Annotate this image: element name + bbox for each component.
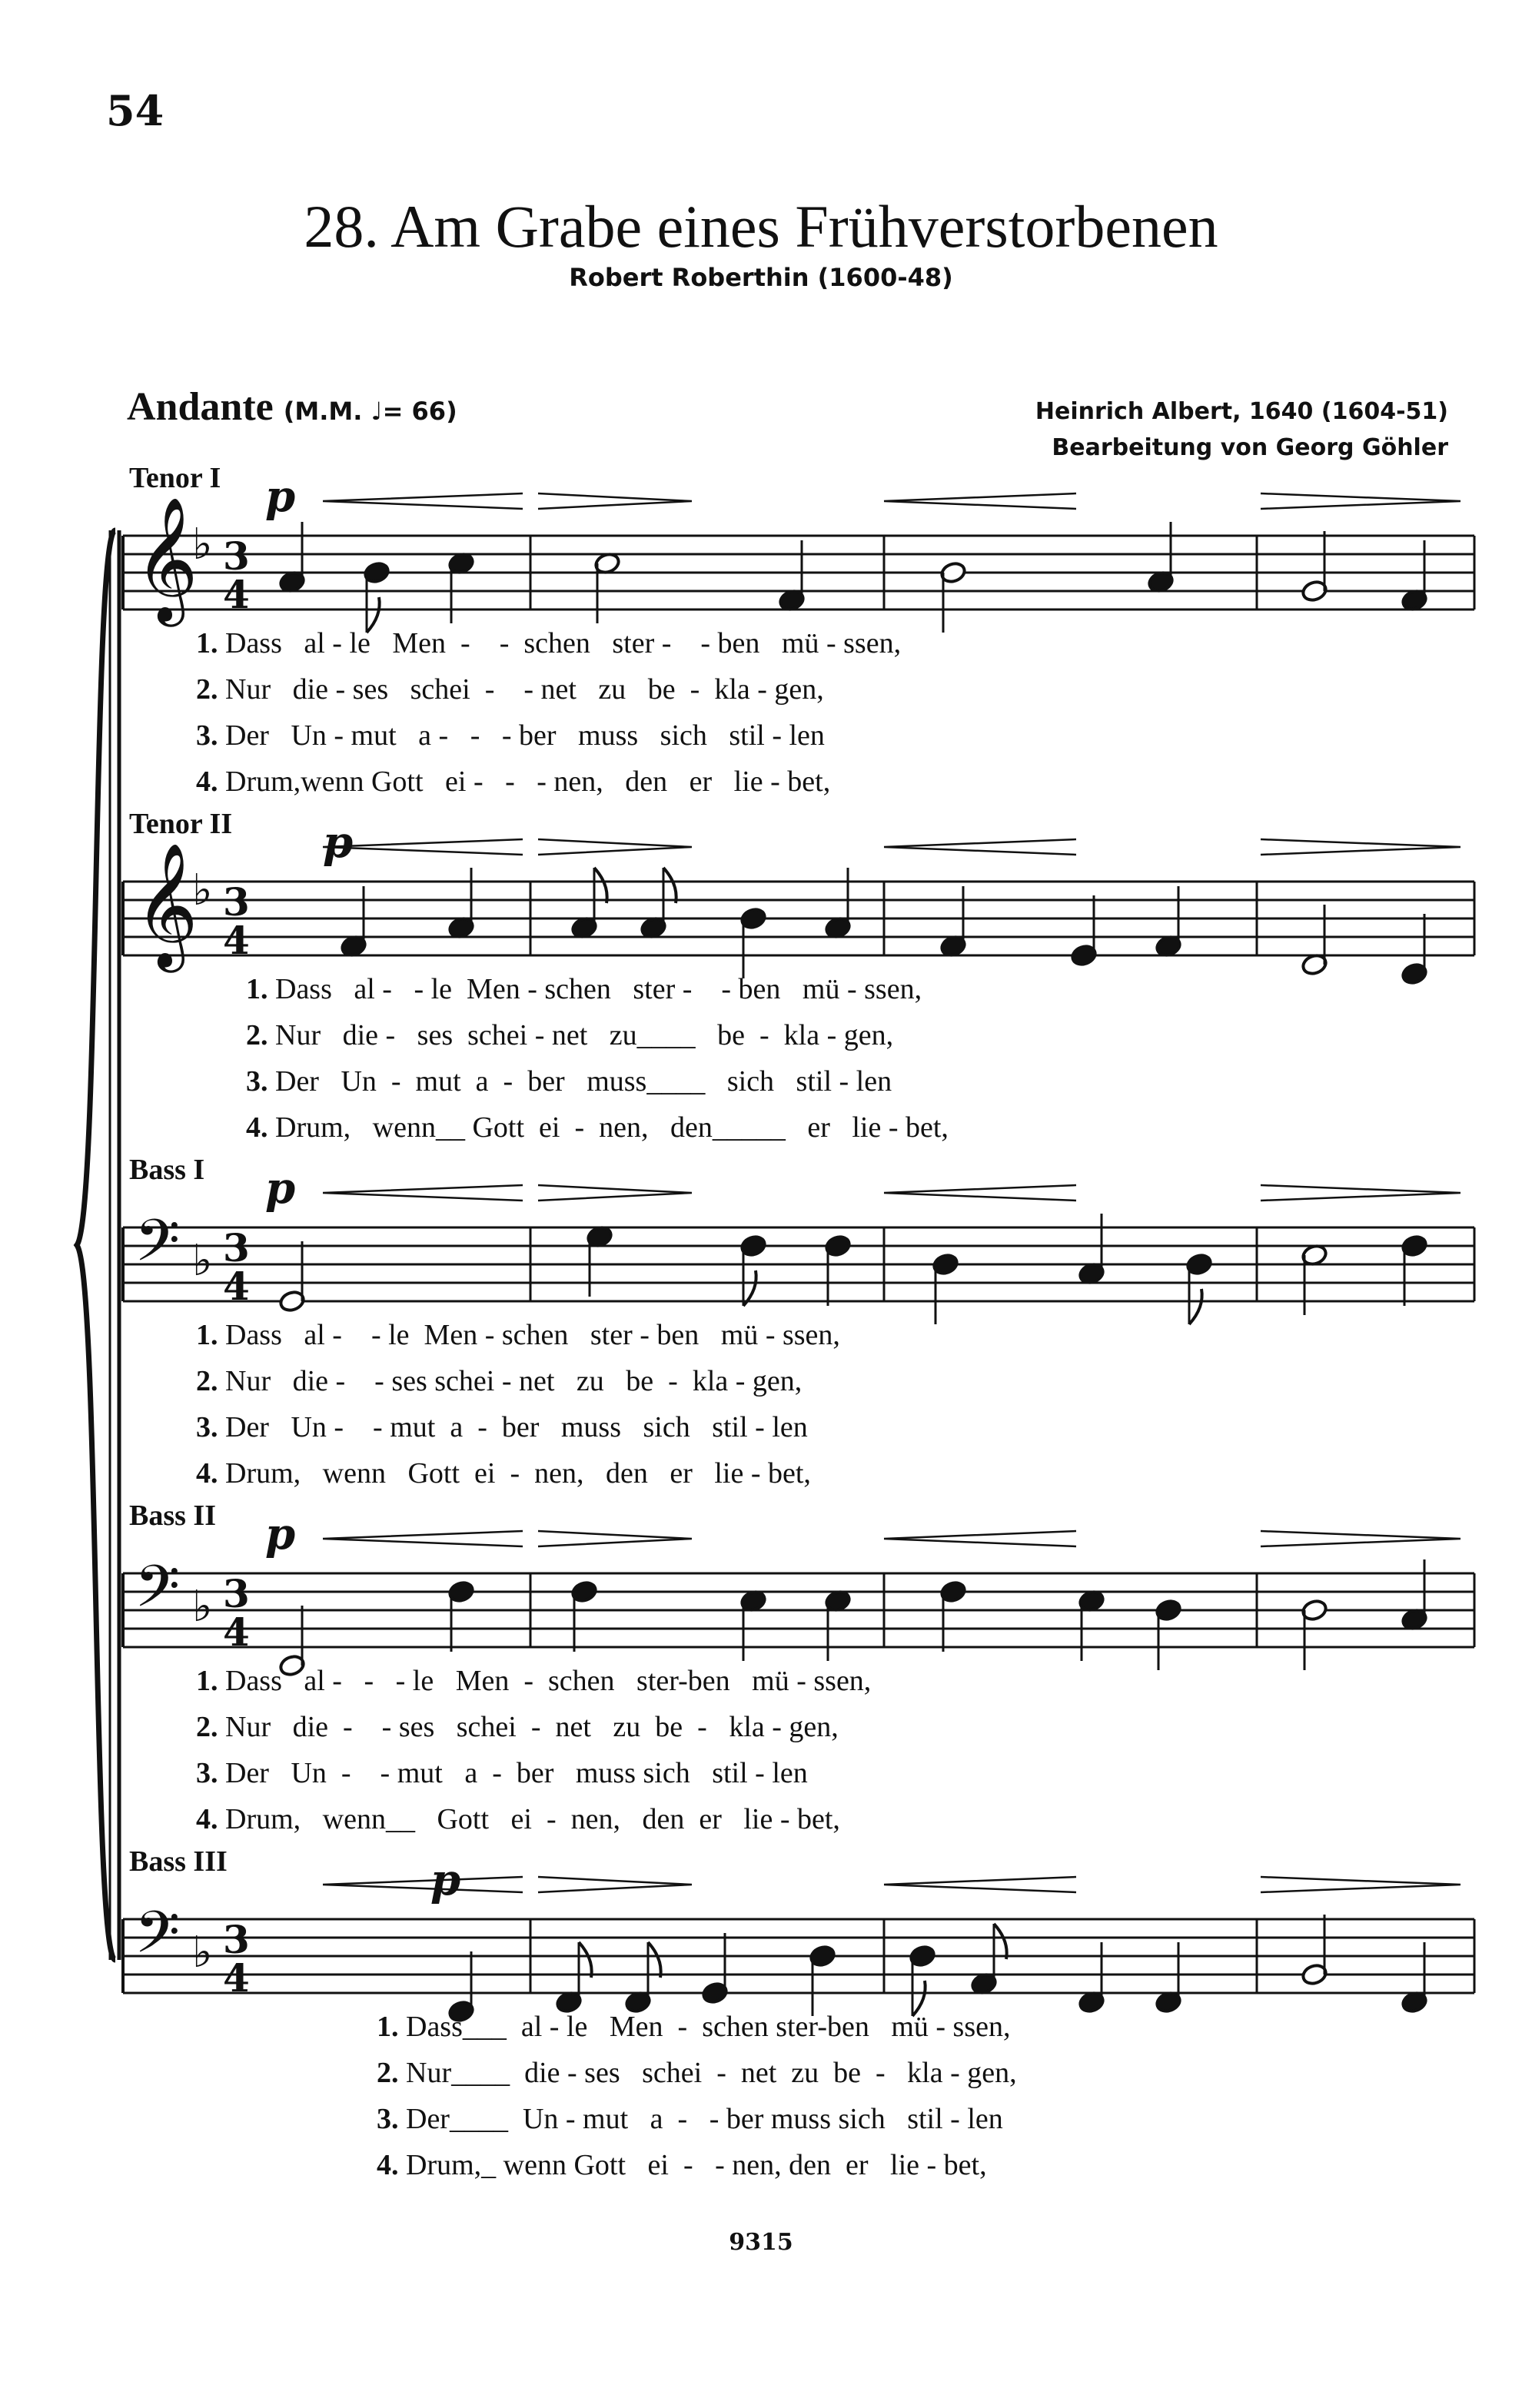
lyric-line	[196, 1664, 871, 1698]
lyric-text: Nur die - ses schei - net zu____ be - kla - gen,	[275, 1019, 894, 1051]
lyric-text: Der Un - mut a - - - ber muss sich stil - len	[225, 719, 825, 752]
lyric-text: Nur____ die - ses schei - net zu be - kla - gen,	[406, 2057, 1017, 2089]
verse-number: 2.	[246, 1019, 268, 1051]
time-signature-bottom: 4	[223, 918, 250, 963]
lyric-text: Drum,_ wenn Gott ei - - nen, den er lie - bet,	[406, 2149, 987, 2181]
verse-number: 1.	[196, 1319, 218, 1351]
lyric-line	[196, 1318, 840, 1352]
lyric-text: Dass al - - le Men - schen ster - ben mü - ssen,	[225, 1319, 840, 1351]
lyric-line	[196, 1802, 840, 1836]
lyric-text: Drum, wenn__ Gott ei - nen, den_____ er lie - bet,	[275, 1111, 949, 1144]
verse-number: 2.	[377, 2057, 399, 2089]
lyric-line	[377, 2010, 1011, 2044]
treble-clef-icon: 𝄞	[135, 842, 198, 968]
verse-number: 1.	[196, 1665, 218, 1697]
metronome-mark: (M.M. ♩= 66)	[283, 397, 457, 426]
lyric-text: Dass___ al - le Men - schen ster-ben mü - ssen,	[406, 2011, 1011, 2043]
lyric-text: Dass al - - le Men - schen ster - - ben mü - ssen,	[275, 973, 922, 1005]
lyric-text: Nur die - - ses schei - net zu be - kla - gen,	[225, 1711, 839, 1743]
staff-3	[123, 1163, 1474, 1324]
bass-clef-icon: 𝄢	[135, 1553, 181, 1635]
lyric-line	[196, 1456, 811, 1490]
lyric-line	[246, 1111, 949, 1144]
lyric-text: Drum, wenn Gott ei - nen, den er lie - bet,	[225, 1457, 811, 1490]
lyric-line	[196, 1756, 808, 1790]
voice-label: Tenor I	[129, 462, 221, 494]
flat-icon: ♭	[192, 520, 213, 570]
lyric-text: Dass al - le Men - - schen ster - - ben mü - ssen,	[225, 627, 902, 659]
lyric-line	[246, 972, 922, 1006]
verse-number: 3.	[377, 2103, 399, 2135]
lyric-line	[196, 1410, 808, 1444]
bass-clef-icon: 𝄢	[135, 1898, 181, 1981]
lyric-text: Dass al - - - le Men - schen ster-ben mü - ssen,	[225, 1665, 872, 1697]
lyric-text: Nur die - - ses schei - net zu be - kla - gen,	[225, 1365, 803, 1397]
time-signature-top: 3	[223, 533, 250, 579]
verse-number: 2.	[196, 1365, 218, 1397]
time-signature-top: 3	[223, 1225, 250, 1270]
staff-4	[123, 1509, 1474, 1677]
verse-number: 1.	[246, 973, 268, 1005]
lyric-line	[377, 2056, 1017, 2090]
verse-number: 4.	[246, 1111, 268, 1144]
song-title: 28. Am Grabe eines Frühverstorbenen	[304, 193, 1218, 260]
lyric-line	[377, 2102, 1003, 2136]
lyric-text: Drum, wenn__ Gott ei - nen, den er lie - bet,	[225, 1803, 840, 1835]
verse-number: 4.	[196, 1457, 218, 1490]
staff-2	[123, 817, 1474, 985]
lyric-text: Nur die - ses schei - - net zu be - kla - gen,	[225, 673, 824, 706]
lyric-line	[196, 1710, 839, 1744]
lyric-text: Der____ Un - mut a - - ber muss sich stil - len	[406, 2103, 1003, 2135]
dynamic-marking: p	[430, 1855, 461, 1905]
plate-number: 9315	[729, 2229, 793, 2256]
dynamic-marking: p	[265, 1509, 296, 1559]
arranger-line: Bearbeitung von Georg Göhler	[1052, 434, 1448, 461]
lyric-line	[246, 1065, 892, 1098]
lyric-line	[196, 765, 830, 799]
flat-icon: ♭	[192, 865, 213, 915]
flat-icon: ♭	[192, 1236, 213, 1286]
time-signature-bottom: 4	[223, 1609, 250, 1655]
lyric-text: Drum,wenn Gott ei - - - nen, den er lie - bet,	[225, 766, 831, 798]
poet-credit: Robert Roberthin (1600-48)	[569, 263, 953, 292]
lyric-text: Der Un - mut a - ber muss____ sich stil - len	[275, 1065, 892, 1098]
lyric-line	[196, 673, 824, 706]
page-number: 54	[106, 86, 164, 135]
dynamic-marking: p	[323, 817, 354, 868]
voice-label: Tenor II	[129, 808, 233, 840]
lyric-line	[246, 1018, 893, 1052]
verse-number: 1.	[377, 2011, 399, 2043]
verse-number: 3.	[246, 1065, 268, 1098]
verse-number: 4.	[196, 766, 218, 798]
time-signature-bottom: 4	[223, 572, 250, 617]
verse-number: 4.	[377, 2149, 399, 2181]
voice-label: Bass III	[129, 1845, 228, 1878]
verse-number: 3.	[196, 1757, 218, 1789]
flat-icon: ♭	[192, 1928, 213, 1978]
time-signature-top: 3	[223, 879, 250, 925]
voice-label: Bass I	[129, 1154, 205, 1186]
dynamic-marking: p	[265, 471, 296, 522]
time-signature-top: 3	[223, 1917, 250, 1962]
treble-clef-icon: 𝄞	[135, 497, 198, 622]
system-brace	[77, 530, 119, 1960]
time-signature-bottom: 4	[223, 1264, 250, 1309]
lyric-line	[196, 1364, 802, 1398]
time-signature-bottom: 4	[223, 1955, 250, 2001]
flat-icon: ♭	[192, 1582, 213, 1632]
bass-clef-icon: 𝄢	[135, 1207, 181, 1289]
verse-number: 3.	[196, 719, 218, 752]
verse-number: 3.	[196, 1411, 218, 1443]
composer-line: Heinrich Albert, 1640 (1604-51)	[1035, 398, 1448, 425]
verse-number: 4.	[196, 1803, 218, 1835]
lyric-line	[377, 2148, 987, 2182]
lyric-text: Der Un - - mut a - ber muss sich stil - len	[225, 1757, 808, 1789]
verse-number: 1.	[196, 627, 218, 659]
lyric-line	[196, 626, 901, 660]
staff-1	[123, 471, 1474, 633]
lyric-text: Der Un - - mut a - ber muss sich stil - len	[225, 1411, 808, 1443]
voice-label: Bass II	[129, 1500, 216, 1532]
staff-5	[123, 1855, 1474, 2023]
time-signature-top: 3	[223, 1571, 250, 1616]
tempo-word: Andante	[127, 385, 274, 429]
verse-number: 2.	[196, 1711, 218, 1743]
dynamic-marking: p	[265, 1163, 296, 1214]
lyric-line	[196, 719, 825, 752]
verse-number: 2.	[196, 673, 218, 706]
